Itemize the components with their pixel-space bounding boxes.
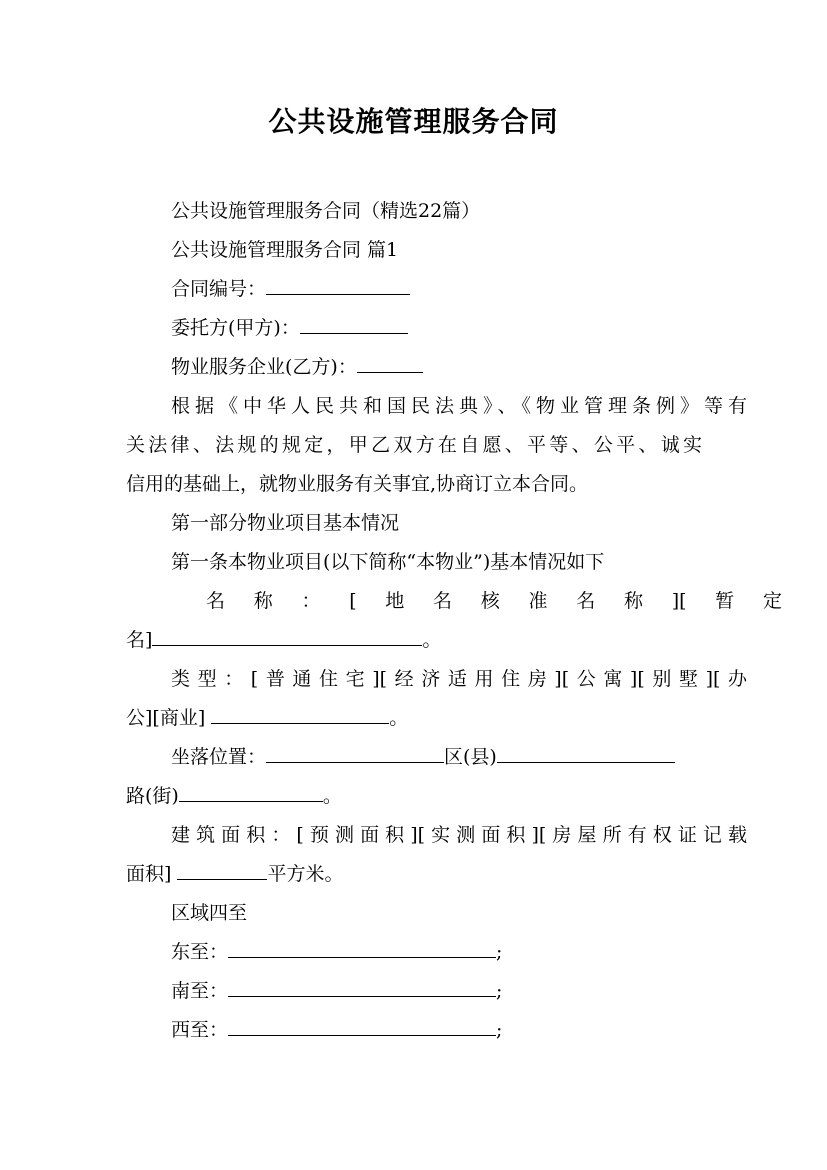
party-b-blank bbox=[357, 354, 423, 373]
article-heading: 第一条本物业项目(以下简称“本物业”)基本情况如下 bbox=[171, 551, 605, 573]
south-label: 南至： bbox=[171, 980, 229, 1002]
location-blank-1 bbox=[266, 744, 444, 763]
west-label: 西至： bbox=[171, 1019, 229, 1041]
east-blank bbox=[228, 939, 496, 958]
semicolon: ; bbox=[496, 1019, 503, 1041]
party-b-label: 物业服务企业(乙方)： bbox=[171, 356, 357, 378]
area-line: 建筑面积：[预测面积][实测面积][房屋所有权证记载 bbox=[171, 824, 747, 846]
party-a-label: 委托方(甲方)： bbox=[171, 317, 300, 339]
location-line-2 bbox=[126, 782, 702, 810]
area-line-2 bbox=[126, 860, 702, 888]
subtitle: 公共设施管理服务合同（精选22篇） bbox=[171, 200, 481, 222]
period: 。 bbox=[422, 629, 442, 651]
type-suffix: 公][商业] bbox=[126, 707, 212, 729]
contract-number-line bbox=[126, 275, 747, 303]
party-a-blank bbox=[300, 315, 408, 334]
party-b-line bbox=[126, 353, 747, 381]
road-blank bbox=[179, 783, 323, 802]
road-label: 路(街) bbox=[126, 785, 179, 807]
east-label: 东至： bbox=[171, 941, 229, 963]
party-a-line bbox=[126, 314, 747, 342]
location-label: 坐落位置： bbox=[171, 746, 267, 768]
section-heading: 公共设施管理服务合同 篇1 bbox=[171, 239, 399, 261]
type-blank bbox=[211, 705, 389, 724]
region-heading: 区域四至 bbox=[171, 902, 248, 924]
semicolon: ; bbox=[496, 980, 503, 1002]
area-blank bbox=[177, 861, 267, 880]
location-blank-2 bbox=[497, 744, 675, 763]
contract-number-label: 合同编号： bbox=[171, 278, 267, 300]
period: 。 bbox=[389, 707, 409, 729]
area-suffix: 面积] bbox=[126, 863, 178, 885]
location-line bbox=[126, 743, 747, 771]
name-line: 名称：[地名核准名称][暂定 bbox=[206, 590, 782, 612]
paragraph-line: 根据《中华人民共和国民法典》、《物业管理条例》等有 bbox=[171, 395, 747, 417]
district-label: 区(县) bbox=[444, 746, 497, 768]
south-line bbox=[126, 977, 747, 1005]
south-blank bbox=[228, 978, 496, 997]
west-line bbox=[126, 1016, 747, 1044]
part-heading: 第一部分物业项目基本情况 bbox=[171, 512, 400, 534]
area-unit: 平方米。 bbox=[267, 863, 344, 885]
document-title: 公共设施管理服务合同 bbox=[268, 105, 559, 138]
name-blank bbox=[152, 627, 422, 646]
period: 。 bbox=[322, 785, 342, 807]
name-line-2 bbox=[126, 626, 702, 654]
type-line-2 bbox=[126, 704, 702, 732]
west-blank bbox=[228, 1017, 496, 1036]
semicolon: ; bbox=[496, 941, 503, 963]
name-suffix: 名] bbox=[126, 629, 153, 651]
east-line bbox=[126, 938, 747, 966]
type-line: 类型：[普通住宅][经济适用住房][公寓][别墅][办 bbox=[171, 668, 747, 690]
paragraph-line: 关法律、法规的规定，甲乙双方在自愿、平等、公平、诚实 bbox=[126, 434, 702, 456]
paragraph-line: 信用的基础上，就物业服务有关事宜,协商订立本合同。 bbox=[126, 473, 589, 495]
contract-number-blank bbox=[266, 276, 410, 295]
